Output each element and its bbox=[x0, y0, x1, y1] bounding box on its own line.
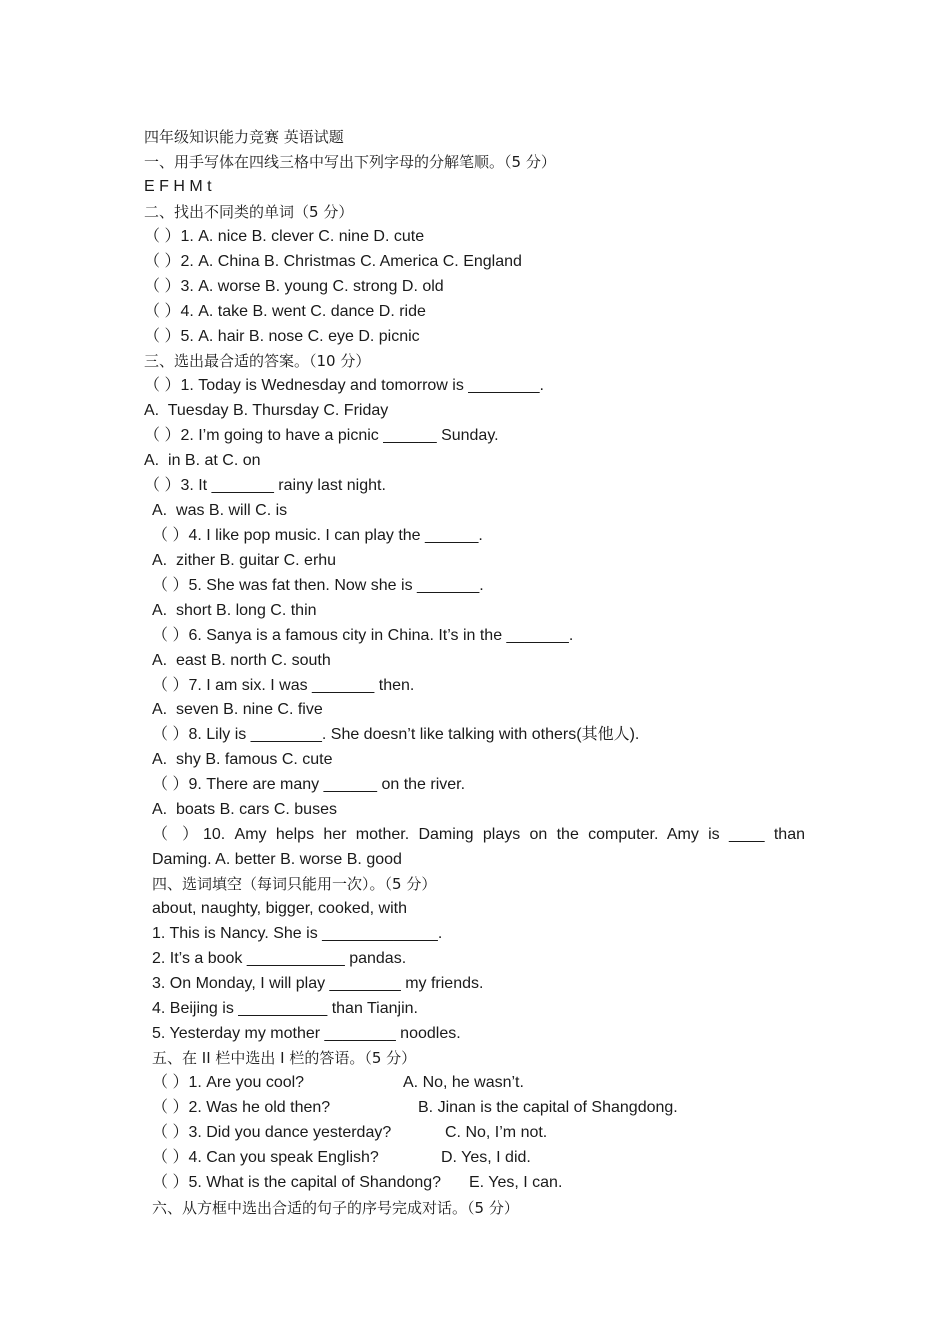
section-5-heading: 五、在 II 栏中选出 I 栏的答语。（5 分） bbox=[152, 1049, 417, 1067]
section-3-heading: 三、选出最合适的答案。（10 分） bbox=[144, 352, 371, 370]
question-line: （ ）7. I am six. I was _______ then. bbox=[152, 677, 415, 694]
match-question: （ ）5. What is the capital of Shandong? bbox=[152, 1174, 442, 1191]
section-1-heading: 一、用手写体在四线三格中写出下列字母的分解笔顺。（5 分） bbox=[144, 153, 556, 171]
options-line: A. seven B. nine C. five bbox=[152, 701, 323, 718]
match-question: （ ）3. Did you dance yesterday? bbox=[152, 1124, 392, 1141]
page-title: 四年级知识能力竞赛 英语试题 bbox=[144, 128, 344, 146]
options-line: A. Tuesday B. Thursday C. Friday bbox=[144, 402, 389, 419]
options-line: A. short B. long C. thin bbox=[152, 602, 317, 619]
options-line: A. was B. will C. is bbox=[152, 502, 288, 519]
question-line: （ ）4. A. take B. went C. dance D. ride bbox=[144, 303, 426, 320]
options-line: A. east B. north C. south bbox=[152, 652, 331, 669]
question-line: （ ）10. Amy helps her mother. Daming plays on the computer. Amy is ____ than bbox=[152, 826, 805, 843]
question-line: （ ）4. I like pop music. I can play the ______. bbox=[152, 527, 483, 544]
match-question: （ ）2. Was he old then? bbox=[152, 1099, 331, 1116]
question-line: （ ）8. Lily is ________. She doesn’t like talking with others(其他人). bbox=[152, 726, 640, 743]
fill-blank-line: 3. On Monday, I will play ________ my friends. bbox=[152, 975, 484, 992]
question-line: （ ）5. She was fat then. Now she is _______. bbox=[152, 577, 484, 594]
word-bank: about, naughty, bigger, cooked, with bbox=[152, 900, 407, 917]
question-line: （ ）6. Sanya is a famous city in China. It’s in the _______. bbox=[152, 627, 574, 644]
options-line: A. boats B. cars C. buses bbox=[152, 801, 337, 818]
section-6-heading: 六、从方框中选出合适的句子的序号完成对话。（5 分） bbox=[152, 1199, 519, 1217]
options-line: Daming. A. better B. worse B. good bbox=[152, 851, 402, 868]
question-line: （ ）5. A. hair B. nose C. eye D. picnic bbox=[144, 328, 420, 345]
fill-blank-line: 5. Yesterday my mother ________ noodles. bbox=[152, 1025, 461, 1042]
letters-line: E F H M t bbox=[144, 178, 212, 195]
options-line: A. in B. at C. on bbox=[144, 452, 261, 469]
question-line: （ ）2. A. China B. Christmas C. America C. England bbox=[144, 253, 522, 270]
question-line: （ ）3. It _______ rainy last night. bbox=[144, 477, 386, 494]
match-answer: C. No, I’m not. bbox=[445, 1124, 548, 1141]
question-line: （ ）3. A. worse B. young C. strong D. old bbox=[144, 278, 444, 295]
match-question: （ ）4. Can you speak English? bbox=[152, 1149, 379, 1166]
options-line: A. zither B. guitar C. erhu bbox=[152, 552, 337, 569]
match-answer: B. Jinan is the capital of Shangdong. bbox=[418, 1099, 678, 1116]
question-line: （ ）9. There are many ______ on the river. bbox=[152, 776, 466, 793]
section-2-heading: 二、找出不同类的单词（5 分） bbox=[144, 203, 354, 221]
section-4-heading: 四、选词填空（每词只能用一次）。（5 分） bbox=[152, 875, 437, 893]
match-question: （ ）1. Are you cool? bbox=[152, 1074, 305, 1091]
options-line: A. shy B. famous C. cute bbox=[152, 751, 333, 768]
question-line: （ ）2. I’m going to have a picnic ______ Sunday. bbox=[144, 427, 499, 444]
question-line: （ ）1. Today is Wednesday and tomorrow is ________. bbox=[144, 377, 544, 394]
fill-blank-line: 4. Beijing is __________ than Tianjin. bbox=[152, 1000, 418, 1017]
question-line: （ ）1. A. nice B. clever C. nine D. cute bbox=[144, 228, 425, 245]
match-answer: D. Yes, I did. bbox=[441, 1149, 531, 1166]
fill-blank-line: 2. It’s a book ___________ pandas. bbox=[152, 950, 407, 967]
fill-blank-line: 1. This is Nancy. She is _____________. bbox=[152, 925, 443, 942]
match-answer: A. No, he wasn’t. bbox=[403, 1074, 524, 1091]
match-answer: E. Yes, I can. bbox=[469, 1174, 563, 1191]
